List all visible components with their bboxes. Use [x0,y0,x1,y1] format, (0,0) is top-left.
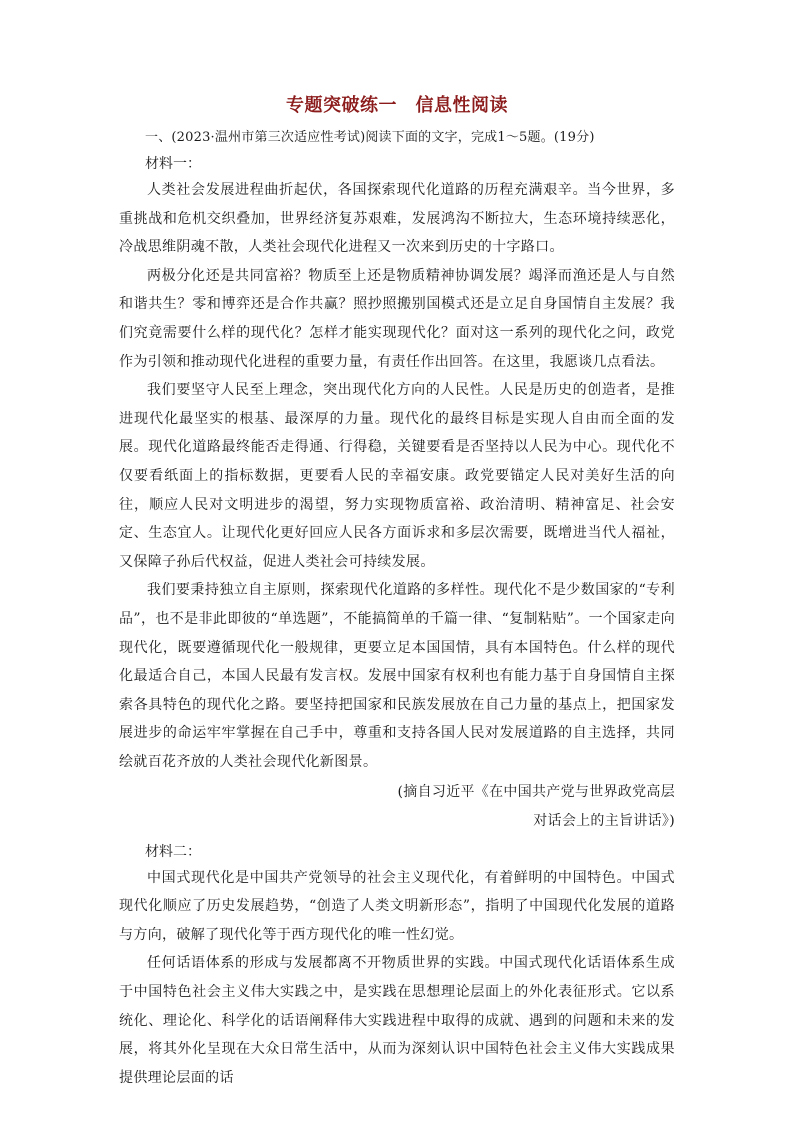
material-2-paragraph-2: 任何话语体系的形成与发展都离不开物质世界的实践。中国式现代化话语体系生成于中国特色社会主义伟大实践之中，是实践在思想理论层面上的外化表征形式。它以系统化、理论化、科学化的话语阐释伟大实践进程中取得的成就、遇到的问题和未来的发展，将其外化呈现在大众日常生活中，从而为深刻认识中国特色社会主义伟大实践成果提供理论层面的话 [119,955,675,1086]
material-2-paragraph-1: 中国式现代化是中国共产党领导的社会主义现代化，有着鲜明的中国特色。中国式现代化顺应了历史发展趋势，“创造了人类文明新形态”，指明了中国现代化发展的道路与方向，破解了现代化等于西方现代化的唯一性幻觉。 [119,869,675,943]
document-page [119,92,675,1092]
material-1-paragraph-1: 人类社会发展进程曲折起伏，各国探索现代化道路的历程充满艰辛。当今世界，多重挑战和危机交织叠加，世界经济复苏艰难，发展鸿沟不断拉大，生态环境持续恶化，冷战思维阴魂不散，人类社会现代化进程又一次来到历史的十字路口。 [119,182,675,256]
material-1-source [119,778,675,835]
material-1-source-line-2: 对话会上的主旨讲话》) [533,813,675,830]
page-title: 专题突破练一 信息性阅读 [286,95,508,116]
material-1-paragraph-2: 两极分化还是共同富裕？物质至上还是物质精神协调发展？竭泽而渔还是人与自然和谐共生？零和博弈还是合作共赢？照抄照搬别国模式还是立足自身国情自主发展？我们究竟需要什么样的现代化？怎样才能实现现代化？面对这一系列的现代化之问，政党作为引领和推动现代化进程的重要力量，有责任作出回答。在这里，我愿谈几点看法。 [119,267,675,370]
material-1-label: 材料一： [145,156,201,172]
question-prompt: 一、(2023·温州市第三次适应性考试)阅读下面的文字，完成1～5题。(19分) [145,130,595,145]
material-1-source-line-1: (摘自习近平《在中国共产党与世界政党高层 [397,784,675,801]
material-2-label: 材料二： [145,843,201,860]
material-1-paragraph-4: 我们要秉持独立自主原则，探索现代化道路的多样性。现代化不是少数国家的“专利品”，也不是非此即彼的“单选题”，不能搞简单的千篇一律、“复制粘贴”。一个国家走向现代化，既要遵循现代化一般规律，更要立足本国国情，具有本国特色。什么样的现代化最适合自己，本国人民最有发言权。发展中国家有权利也有能力基于自身国情自主探索各具特色的现代化之路。要坚持把国家和民族发展放在自己力量的基点上，把国家发展进步的命运牢牢掌握在自己手中，尊重和支持各国人民对发展道路的自主选择，共同绘就百花齐放的人类社会现代化新图景。 [119,582,675,770]
material-1-paragraph-3: 我们要坚守人民至上理念，突出现代化方向的人民性。人民是历史的创造者，是推进现代化最坚实的根基、最深厚的力量。现代化的最终目标是实现人自由而全面的发展。现代化道路最终能否走得通、行得稳，关键要看是否坚持以人民为中心。现代化不仅要看纸面上的指标数据，更要看人民的幸福安康。政党要锚定人民对美好生活的向往，顺应人民对文明进步的渴望，努力实现物质富裕、政治清明、精神富足、社会安定、生态宜人。让现代化更好回应人民各方面诉求和多层次需要，既增进当代人福祉，又保障子孙后代权益，促进人类社会可持续发展。 [119,382,675,570]
